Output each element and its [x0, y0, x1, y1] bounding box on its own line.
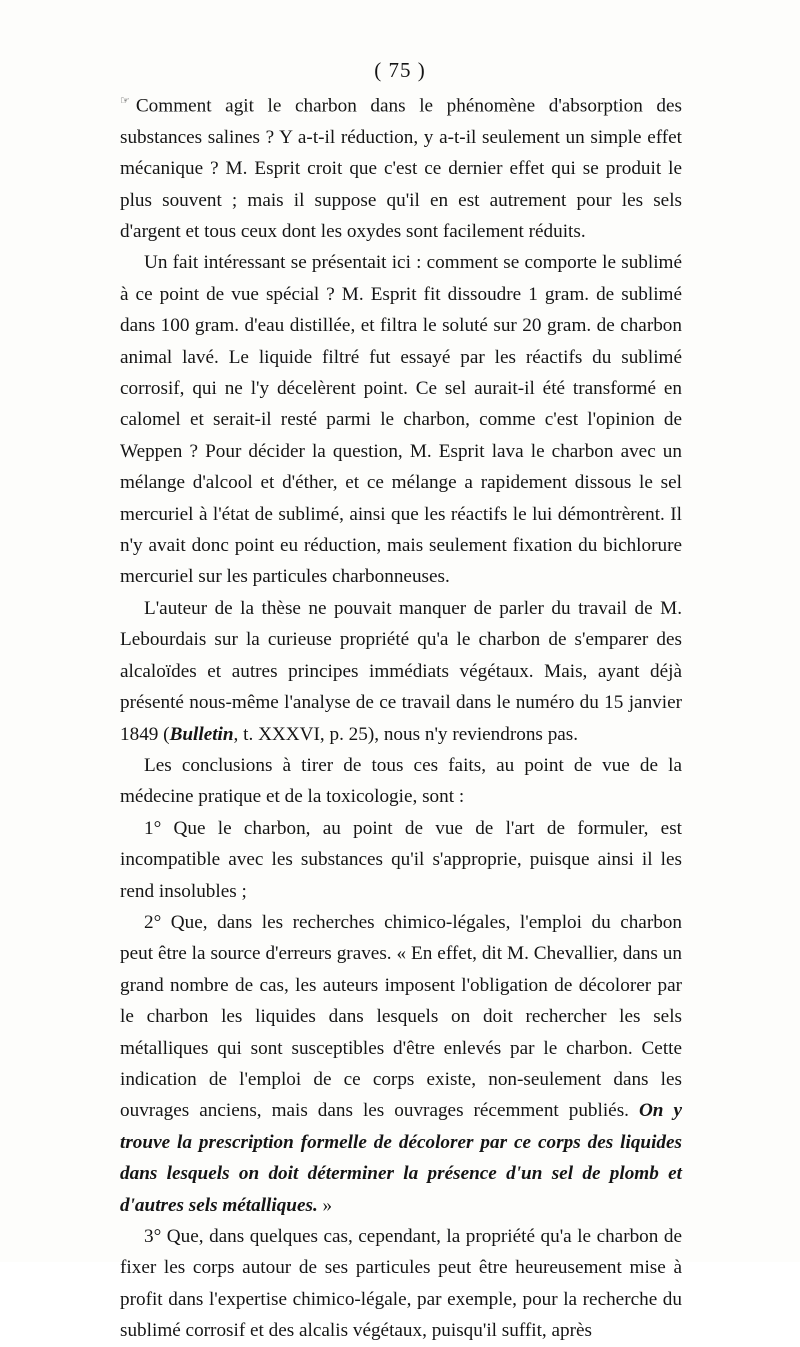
page-number: ( 75 ): [374, 58, 426, 82]
conclusion-item-2: 2° Que, dans les recherches chimico-légales, l'emploi du charbon peut être la source d'erreurs graves. « En effet, dit M. Chevallier, dans un grand nombre de cas, les auteurs imposent l'obligation de décolorer par le charbon les liquides dans lesquels on doit rechercher les sels métalliques qui sont susceptibles d'être enlevés par le charbon. Cette indication de l'emploi de ce corps existe, non-seulement dans les ouvrages anciens, mais dans les ouvrages récemment publiés. On y trouve la prescription formelle de décolorer par ce corps des liquides dans lesquels on doit déterminer la présence d'un sel de plomb et d'autres sels métalliques. »: [120, 911, 682, 1216]
paragraph-sublime-experiment: Un fait intéressant se présentait ici : comment se comporte le sublimé à ce point de vue spécial ? M. Esprit fit dissoudre 1 gram. de sublimé dans 100 gram. d'eau distillée, et filtra le soluté sur 20 gram. de charbon animal lavé. Le liquide filtré fut essayé par les réactifs du sublimé corrosif, qui ne l'y décelèrent point. Ce sel aurait-il été transformé en calomel et serait-il resté parmi le charbon, comme c'est l'opinion de Weppen ? Pour décider la question, M. Esprit lava le charbon avec un mélange d'alcool et d'éther, et ce mélange a rapidement dissous le sel mercuriel à l'état de sublimé, ainsi que les réactifs le lui démontrèrent. Il n'y avait donc point eu réduction, mais seulement fixation du bichlorure mercuriel sur les particules charbonneuses.: [120, 252, 682, 588]
pointing-hand-marker: ☞: [120, 95, 130, 107]
bulletin-title: Bulletin: [169, 723, 234, 745]
conclusion-item-3: 3° Que, dans quelques cas, cependant, la propriété qu'a le charbon de fixer les corps autour de ses particules peut être heureusement mise à profit dans l'expertise chimico-légale, par exemple, pour la recherche du sublimé corrosif et des alcalis végétaux, puisqu'il suffit, après: [120, 1226, 682, 1342]
paragraph-absorption: ☞ Comment agit le charbon dans le phénomène d'absorption des substances salines ? Y a-t-il réduction, y a-t-il seulement un simple effet mécanique ? M. Esprit croit que c'est ce dernier effet qui se produit le plus souvent ; mais il suppose qu'il en est autrement pour les sels d'argent et tous ceux dont les oxydes sont facilement réduits.: [120, 95, 682, 243]
conclusion-item-1: 1° Que le charbon, au point de vue de l'art de formuler, est incompatible avec les substances qu'il s'approprie, puisque ainsi il les rend insolubles ;: [120, 817, 682, 902]
paragraph-lebourdais: L'auteur de la thèse ne pouvait manquer de parler du travail de M. Lebourdais sur la curieuse propriété qu'a le charbon de s'emparer des alcaloïdes et autres principes immédiats végétaux. Mais, ayant déjà présenté nous-même l'analyse de ce travail dans le numéro du 15 janvier 1849 (Bulletin, t. XXXVI, p. 25), nous n'y reviendrons pas.: [120, 597, 682, 745]
paragraph-conclusions-intro: Les conclusions à tirer de tous ces faits, au point de vue de la médecine pratique et de la toxicologie, sont :: [120, 754, 682, 808]
chevallier-quote-italic: On y trouve la prescription formelle de décolorer par ce corps des liquides dans lesquels on doit déterminer la présence d'un sel de plomb et d'autres sels métalliques.: [120, 1100, 682, 1216]
body-text: [120, 86, 682, 1347]
